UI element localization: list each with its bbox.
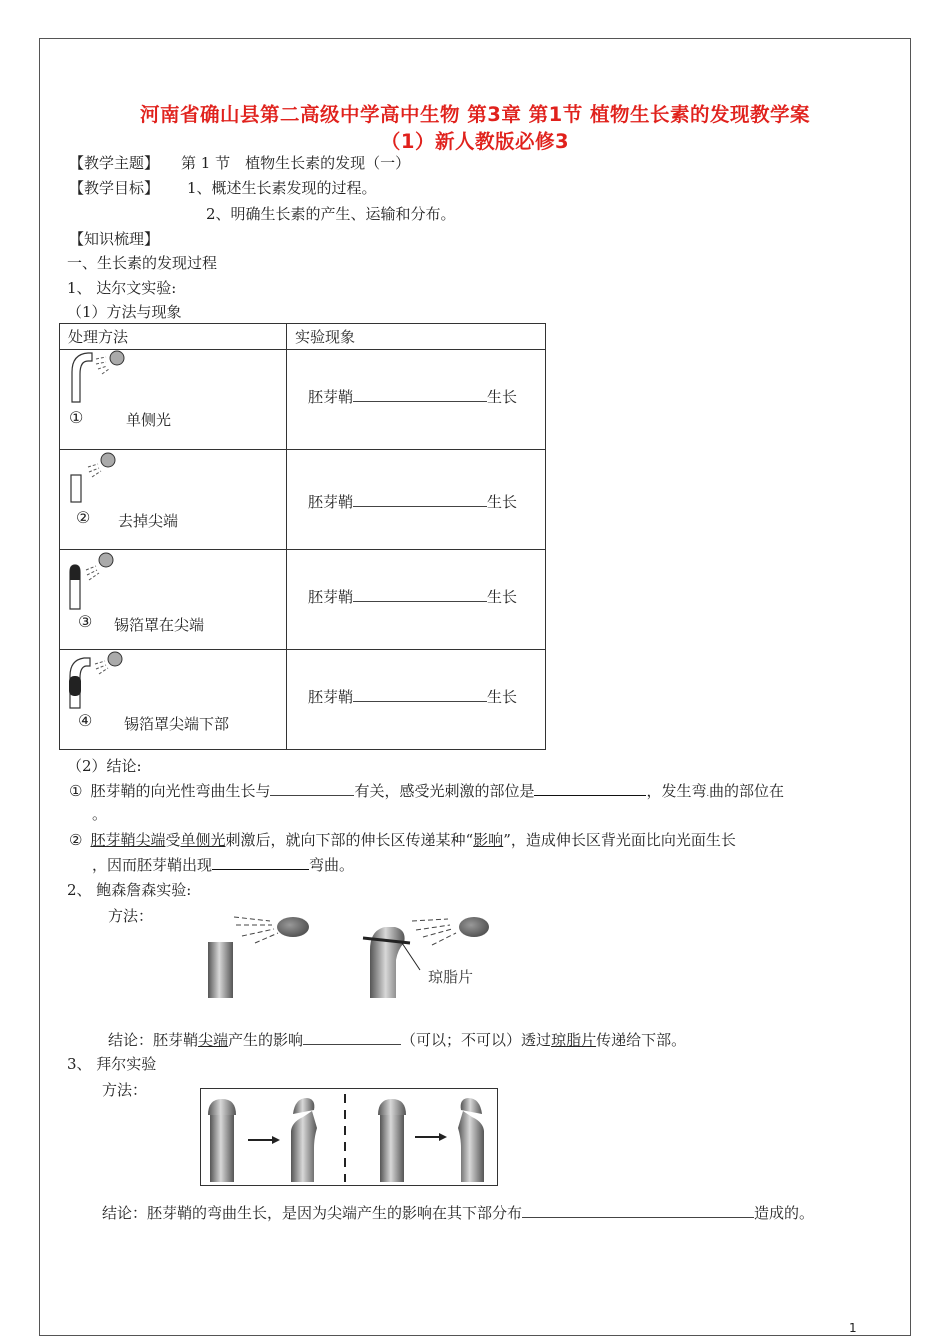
row-number: ②	[76, 508, 91, 527]
result-cell	[287, 550, 546, 650]
coleoptile-base-covered-diagram	[60, 650, 286, 749]
conclusion-2: ② 胚芽鞘尖端受单侧光刺激后，就向下部的伸长区传递某种“影响”，造成伸长区背光面比向光面生长	[69, 831, 736, 849]
boysen-conclusion: 结论：胚芽鞘尖端产生的影响 （可以；不可以）透过琼脂片传递给下部。	[108, 1031, 687, 1049]
result-prefix: 胚芽鞘	[308, 688, 354, 706]
row-method-label: 锡箔罩尖端下部	[124, 715, 230, 733]
result-cell	[287, 350, 546, 450]
blank-input[interactable]	[270, 781, 354, 796]
coleoptile-bent-diagram	[60, 350, 286, 449]
method-cell	[60, 350, 287, 450]
topic-value: 第 1 节 植物生长素的发现（一）	[181, 154, 411, 172]
darwin-title: 1、 达尔文实验:	[67, 279, 177, 297]
agar-label: 琼脂片	[428, 968, 474, 986]
row-number: ④	[78, 711, 93, 730]
goal-2: 2、明确生长素的产生、运输和分布。	[206, 205, 456, 223]
conclusion-2-cont: ，因而胚芽鞘出现 弯曲。	[92, 856, 355, 874]
boysen-title: 2、 鲍森詹森实验:	[67, 881, 192, 899]
table-row	[60, 450, 546, 550]
result-suffix: 生长	[487, 588, 518, 606]
result-suffix: 生长	[487, 493, 518, 511]
result-blank[interactable]	[353, 687, 487, 702]
table-row	[60, 650, 546, 750]
goal-1: 1、概述生长素发现的过程。	[187, 179, 377, 197]
darwin-experiment-table	[59, 323, 546, 750]
table-header-result: 实验现象	[287, 324, 546, 350]
method-cell	[60, 550, 287, 650]
table-header-method: 处理方法	[60, 324, 287, 350]
result-prefix: 胚芽鞘	[308, 388, 354, 406]
blank-input[interactable]	[522, 1203, 754, 1218]
method-cell	[60, 450, 287, 550]
method-title: （1）方法与现象	[67, 303, 182, 321]
topic-label: 【教学主题】	[69, 154, 160, 172]
goal-row	[69, 177, 377, 198]
page-number: 1	[849, 1321, 857, 1335]
boysen-method-label: 方法：	[108, 907, 154, 925]
blank-input[interactable]	[303, 1030, 401, 1045]
topic-row	[69, 152, 410, 173]
blank-input[interactable]	[212, 855, 309, 870]
result-blank[interactable]	[353, 387, 487, 402]
conclusion-1-end: 。	[92, 805, 108, 823]
boysen-jensen-diagram	[200, 905, 510, 1005]
result-blank[interactable]	[353, 492, 487, 507]
result-prefix: 胚芽鞘	[308, 588, 354, 606]
result-suffix: 生长	[487, 688, 518, 706]
result-cell	[287, 650, 546, 750]
paal-title: 3、 拜尔实验	[67, 1055, 157, 1073]
paal-diagram	[200, 1088, 499, 1187]
goal-label: 【教学目标】	[69, 179, 160, 197]
paal-conclusion: 结论：胚芽鞘的弯曲生长，是因为尖端产生的影响在其下部分布 造成的。	[102, 1204, 815, 1222]
conclusion-title: （2）结论:	[67, 757, 142, 775]
result-cell	[287, 450, 546, 550]
paal-method-label: 方法：	[102, 1081, 148, 1099]
row-number: ③	[78, 612, 93, 631]
row-method-label: 去掉尖端	[118, 512, 179, 530]
result-blank[interactable]	[353, 587, 487, 602]
result-suffix: 生长	[487, 388, 518, 406]
row-number: ①	[69, 408, 84, 427]
row-method-label: 单侧光	[126, 411, 172, 429]
document-title-line-1: 河南省确山县第二高级中学高中生物 第3章 第1节 植物生长素的发现教学案	[139, 103, 810, 126]
table-row	[60, 550, 546, 650]
method-cell	[60, 650, 287, 750]
knowledge-label: 【知识梳理】	[69, 230, 160, 248]
result-prefix: 胚芽鞘	[308, 493, 354, 511]
section-heading: 一、生长素的发现过程	[67, 254, 218, 272]
coleoptile-tip-removed-diagram	[60, 450, 286, 549]
document-title-line-2: （1）新人教版必修3	[380, 130, 570, 153]
blank-input[interactable]	[534, 781, 646, 796]
conclusion-1: ① 胚芽鞘的向光性弯曲生长与 有关，感受光刺激的部位是 ，发生弯.曲的部位在	[69, 782, 785, 800]
row-method-label: 锡箔罩在尖端	[114, 616, 205, 634]
table-row	[60, 350, 546, 450]
